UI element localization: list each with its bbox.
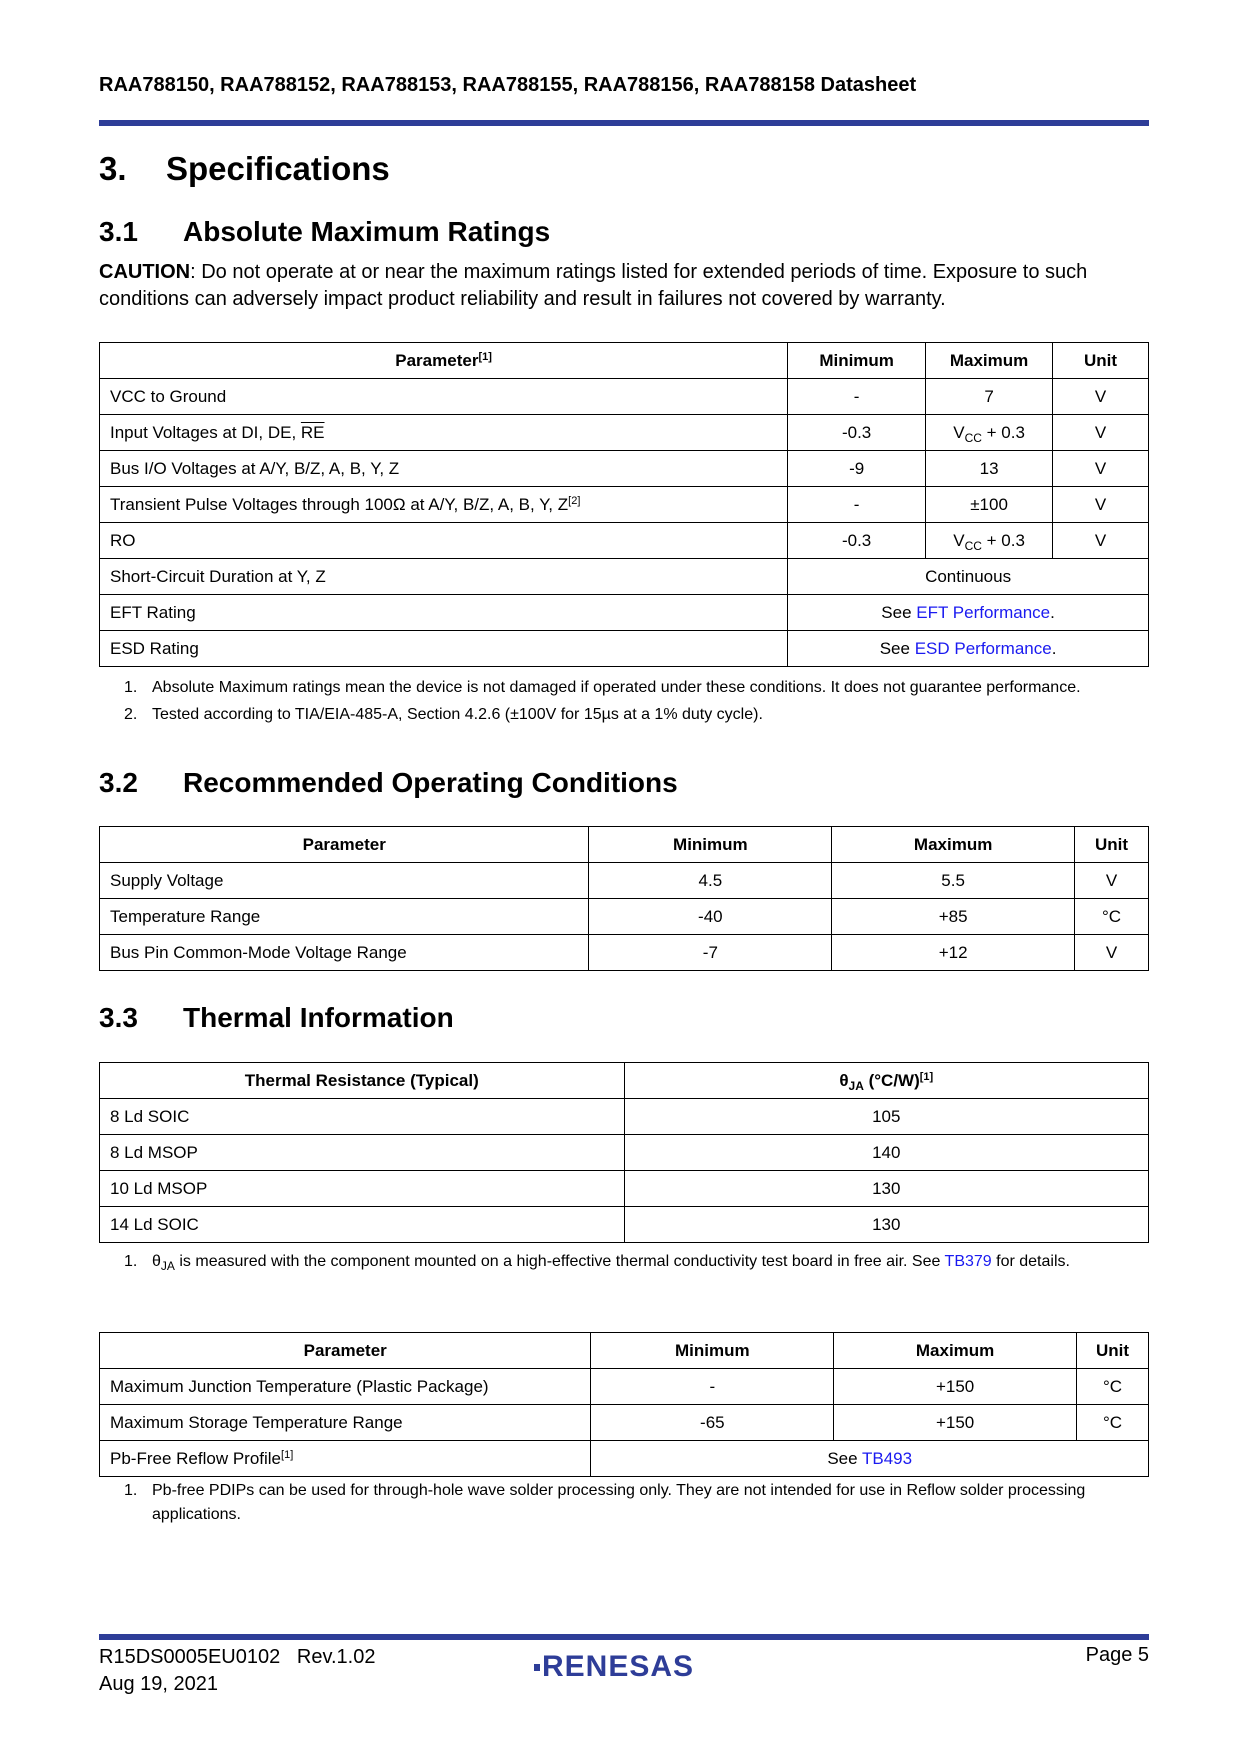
- cell-minimum: -65: [591, 1405, 834, 1441]
- cell-minimum: 4.5: [589, 863, 832, 899]
- table-row: [100, 899, 1149, 935]
- table-row: [100, 523, 1149, 559]
- cell-maximum: $V_{CC} + 0.3$: [926, 415, 1053, 451]
- cell-value-span: Continuous: [788, 559, 1149, 595]
- cell-parameter: Temperature Range: [100, 899, 589, 935]
- cell-unit: V: [1053, 379, 1149, 415]
- col-header-parameter: Parameter[1]: [100, 343, 788, 379]
- col-header-unit: Unit: [1075, 827, 1149, 863]
- table-row: [100, 1369, 1149, 1405]
- cell-parameter: Maximum Junction Temperature (Plastic Package): [100, 1369, 591, 1405]
- cell-theta-ja: 130: [624, 1171, 1148, 1207]
- table-row: [100, 1441, 1149, 1477]
- cell-minimum: -0.3: [788, 415, 926, 451]
- table-row: [100, 631, 1149, 667]
- cell-maximum: +150: [834, 1405, 1077, 1441]
- cell-package: 8 Ld MSOP: [100, 1135, 625, 1171]
- table-row: [100, 1405, 1149, 1441]
- table-row: [100, 559, 1149, 595]
- cell-unit: V: [1075, 863, 1149, 899]
- section-heading: [99, 150, 390, 188]
- cell-unit: °C: [1075, 899, 1149, 935]
- cell-parameter: Maximum Storage Temperature Range: [100, 1405, 591, 1441]
- cell-value-span: See EFT Performance.: [788, 595, 1149, 631]
- cell-parameter: Supply Voltage: [100, 863, 589, 899]
- cell-parameter: EFT Rating: [100, 595, 788, 631]
- cell-maximum: +85: [832, 899, 1075, 935]
- col-header-minimum: Minimum: [788, 343, 926, 379]
- cell-parameter: Transient Pulse Voltages through 100Ω at A/Y, B/Z, A, B, Y, Z[2]: [100, 487, 788, 523]
- col-header-parameter: Parameter: [100, 827, 589, 863]
- cell-minimum: -9: [788, 451, 926, 487]
- footnote: 1. Absolute Maximum ratings mean the device is not damaged if operated under these conditions. It does not guarantee performance.: [124, 679, 1081, 696]
- doc-number: R15DS0005EU0102: [99, 1646, 281, 1668]
- document-header-title: RAA788150, RAA788152, RAA788153, RAA788155, RAA788156, RAA788158 Datasheet: [99, 74, 917, 96]
- col-header-parameter: Parameter: [100, 1333, 591, 1369]
- cell-value-span: See TB493: [591, 1441, 1149, 1477]
- cell-package: 8 Ld SOIC: [100, 1099, 625, 1135]
- footnote: 1. Pb-free PDIPs can be used for through-hole wave solder processing only. They are not intended for use in Reflow solder processing applications.: [124, 1482, 1086, 1523]
- caution-label: CAUTION: [99, 261, 191, 283]
- cell-package: 14 Ld SOIC: [100, 1207, 625, 1243]
- subsection-heading-thermal: [99, 1002, 454, 1034]
- cell-minimum: -: [788, 487, 926, 523]
- cell-unit: °C: [1077, 1405, 1149, 1441]
- table-header-row: [100, 343, 1149, 379]
- cell-package: 10 Ld MSOP: [100, 1171, 625, 1207]
- subsection-title: Recommended Operating Conditions: [183, 767, 678, 798]
- cell-minimum: -0.3: [788, 523, 926, 559]
- col-header-thermal-resistance: Thermal Resistance (Typical): [100, 1063, 625, 1099]
- caution-paragraph: [99, 259, 1149, 313]
- cell-minimum: -40: [589, 899, 832, 935]
- revision: Rev.1.02: [296, 1646, 376, 1668]
- cell-maximum: +12: [832, 935, 1075, 971]
- header-rule: [99, 120, 1149, 126]
- table-row: [100, 451, 1149, 487]
- table-header-row: [100, 1333, 1149, 1369]
- subsection-title: Thermal Information: [183, 1002, 454, 1033]
- cell-parameter: Bus I/O Voltages at A/Y, B/Z, A, B, Y, Z: [100, 451, 788, 487]
- renesas-logo-icon: [534, 1650, 714, 1682]
- cell-maximum: $V_{CC} + 0.3$: [926, 523, 1053, 559]
- section-title: Specifications: [166, 150, 390, 187]
- tb493-link[interactable]: TB493: [862, 1448, 913, 1468]
- subsection-heading-abs-max: [99, 216, 550, 248]
- table-row: [100, 1171, 1149, 1207]
- temperature-notes: [124, 1479, 1134, 1527]
- esd-performance-link[interactable]: ESD Performance: [914, 638, 1052, 658]
- col-header-minimum: Minimum: [589, 827, 832, 863]
- cell-theta-ja: 105: [624, 1099, 1148, 1135]
- cell-parameter: Bus Pin Common-Mode Voltage Range: [100, 935, 589, 971]
- col-header-minimum: Minimum: [591, 1333, 834, 1369]
- rec-op-table: [99, 826, 1149, 971]
- renesas-logo: [534, 1650, 714, 1687]
- table-row: [100, 1135, 1149, 1171]
- cell-value-span: See ESD Performance.: [788, 631, 1149, 667]
- section-number: 3.: [99, 150, 127, 187]
- cell-maximum: 7: [926, 379, 1053, 415]
- cell-unit: V: [1053, 523, 1149, 559]
- cell-theta-ja: 130: [624, 1207, 1148, 1243]
- subsection-number: 3.1: [99, 216, 138, 247]
- table-row: [100, 1207, 1149, 1243]
- cell-minimum: -: [591, 1369, 834, 1405]
- tb379-link[interactable]: TB379: [944, 1253, 992, 1270]
- table-row: [100, 415, 1149, 451]
- col-header-maximum: Maximum: [832, 827, 1075, 863]
- footer-doc-info: [99, 1644, 376, 1698]
- cell-maximum: 5.5: [832, 863, 1075, 899]
- cell-unit: V: [1075, 935, 1149, 971]
- col-header-maximum: Maximum: [834, 1333, 1077, 1369]
- abs-max-table: [99, 342, 1149, 667]
- footnote: 1. $\theta_{JA}$ is measured with the component mounted on a high-effective thermal conductivity test board in free air. See TB379 for details.: [124, 1253, 1070, 1273]
- thermal-notes: [124, 1248, 1134, 1275]
- cell-minimum: -: [788, 379, 926, 415]
- cell-parameter: ESD Rating: [100, 631, 788, 667]
- cell-minimum: -7: [589, 935, 832, 971]
- subsection-number: 3.2: [99, 767, 138, 798]
- cell-maximum: ±100: [926, 487, 1053, 523]
- subsection-number: 3.3: [99, 1002, 138, 1033]
- cell-parameter: Input Voltages at DI, DE, $\overline{RE}$: [100, 415, 788, 451]
- cell-parameter: VCC to Ground: [100, 379, 788, 415]
- footnote: 2. Tested according to TIA/EIA-485-A, Section 4.2.6 (±100V for 15µs at a 1% duty cycle).: [124, 706, 763, 723]
- table-row: [100, 1099, 1149, 1135]
- cell-unit: V: [1053, 487, 1149, 523]
- eft-performance-link[interactable]: EFT Performance: [916, 602, 1051, 622]
- subsection-heading-rec-op: [99, 767, 678, 799]
- table-header-row: [100, 1063, 1149, 1099]
- cell-parameter: Pb-Free Reflow Profile[1]: [100, 1441, 591, 1477]
- col-header-theta-ja: $\theta_{JA}$ (°C/W)[1]: [624, 1063, 1148, 1099]
- footer-rule: [99, 1634, 1149, 1640]
- table-row: [100, 595, 1149, 631]
- col-header-maximum: Maximum: [926, 343, 1053, 379]
- cell-parameter: RO: [100, 523, 788, 559]
- table-row: [100, 379, 1149, 415]
- cell-maximum: +150: [834, 1369, 1077, 1405]
- caution-text: : Do not operate at or near the maximum ratings listed for extended periods of time. Exposure to such conditions can adversely impact product reliability and result in failures not covered by warranty.: [99, 261, 1088, 310]
- cell-unit: V: [1053, 415, 1149, 451]
- table-row: [100, 863, 1149, 899]
- svg-text:RENESAS: RENESAS: [542, 1650, 695, 1682]
- col-header-unit: Unit: [1053, 343, 1149, 379]
- cell-unit: °C: [1077, 1369, 1149, 1405]
- temperature-table: [99, 1332, 1149, 1477]
- table-header-row: [100, 827, 1149, 863]
- table-row: [100, 487, 1149, 523]
- page-number: Page 5: [1085, 1644, 1149, 1666]
- doc-date: Aug 19, 2021: [99, 1673, 218, 1695]
- cell-unit: V: [1053, 451, 1149, 487]
- table-row: [100, 935, 1149, 971]
- cell-parameter: Short-Circuit Duration at Y, Z: [100, 559, 788, 595]
- col-header-unit: Unit: [1077, 1333, 1149, 1369]
- cell-theta-ja: 140: [624, 1135, 1148, 1171]
- abs-max-notes: [124, 674, 1134, 728]
- subsection-title: Absolute Maximum Ratings: [183, 216, 551, 247]
- cell-maximum: 13: [926, 451, 1053, 487]
- thermal-table: [99, 1062, 1149, 1243]
